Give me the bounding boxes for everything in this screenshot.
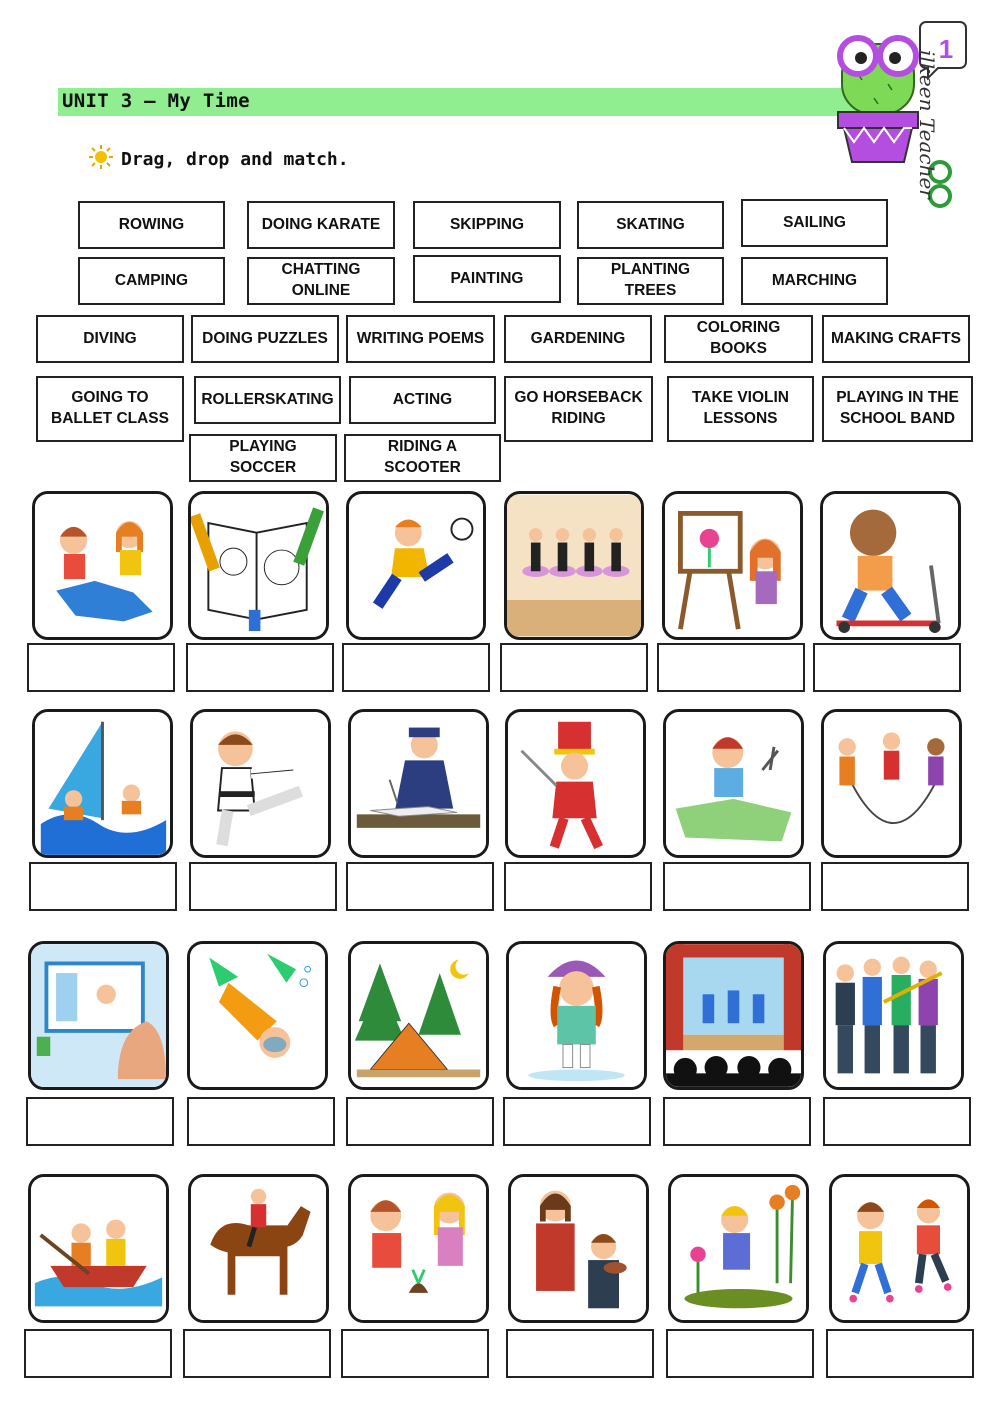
page-number: 1: [938, 34, 954, 64]
word-card-playing-soccer[interactable]: PLAYING SOCCER: [189, 434, 337, 482]
word-card-coloring-books[interactable]: COLORING BOOKS: [664, 315, 813, 363]
scooter-boy-picture: [820, 491, 961, 640]
answer-box-14[interactable]: [187, 1097, 335, 1146]
answer-box-1[interactable]: [27, 643, 175, 692]
answer-box-19[interactable]: [24, 1329, 172, 1378]
word-card-rollerskating[interactable]: ROLLERSKATING: [194, 376, 341, 424]
word-card-diving[interactable]: DIVING: [36, 315, 184, 363]
answer-box-10[interactable]: [504, 862, 652, 911]
word-card-chatting-online[interactable]: CHATTING ONLINE: [247, 257, 395, 305]
answer-box-20[interactable]: [183, 1329, 331, 1378]
stage-acting-picture: [663, 941, 804, 1090]
word-card-skipping[interactable]: SKIPPING: [413, 201, 561, 249]
poet-writing-picture: [348, 709, 489, 858]
sailing-kids-picture: [32, 709, 173, 858]
soccer-player-picture: [346, 491, 486, 640]
word-card-making-crafts[interactable]: MAKING CRAFTS: [822, 315, 970, 363]
camping-tent-picture: [348, 941, 489, 1090]
diver-picture: [187, 941, 328, 1090]
crafts-girl-picture: [663, 709, 804, 858]
answer-box-7[interactable]: [29, 862, 177, 911]
answer-box-17[interactable]: [663, 1097, 811, 1146]
gardening-girl-picture: [668, 1174, 809, 1323]
word-card-doing-karate[interactable]: DOING KARATE: [247, 201, 395, 249]
rowing-boat-picture: [28, 1174, 169, 1323]
puzzle-kids-picture: [32, 491, 173, 640]
marching-boy-picture: [505, 709, 646, 858]
rollerskating-kids-picture: [829, 1174, 970, 1323]
horse-rider-picture: [188, 1174, 329, 1323]
answer-box-24[interactable]: [826, 1329, 974, 1378]
answer-box-21[interactable]: [341, 1329, 489, 1378]
word-card-doing-puzzles[interactable]: DOING PUZZLES: [191, 315, 339, 363]
violin-lesson-picture: [508, 1174, 649, 1323]
word-card-going-to-ballet-class[interactable]: GOING TO BALLET CLASS: [36, 376, 184, 442]
word-card-skating[interactable]: SKATING: [577, 201, 724, 249]
school-band-picture: [823, 941, 964, 1090]
coloring-book-picture: [188, 491, 329, 640]
word-card-writing-poems[interactable]: WRITING POEMS: [346, 315, 495, 363]
ballet-class-picture: [504, 491, 644, 640]
word-card-go-horseback-riding[interactable]: GO HORSEBACK RIDING: [504, 376, 653, 442]
word-card-planting-trees[interactable]: PLANTING TREES: [577, 257, 724, 305]
answer-box-6[interactable]: [813, 643, 961, 692]
word-card-gardening[interactable]: GARDENING: [504, 315, 652, 363]
word-card-riding-a-scooter[interactable]: RIDING A SCOOTER: [344, 434, 501, 482]
answer-box-15[interactable]: [346, 1097, 494, 1146]
word-card-painting[interactable]: PAINTING: [413, 255, 561, 303]
word-card-camping[interactable]: CAMPING: [78, 257, 225, 305]
answer-box-11[interactable]: [663, 862, 811, 911]
word-card-rowing[interactable]: ROWING: [78, 201, 225, 249]
answer-box-5[interactable]: [657, 643, 805, 692]
word-card-acting[interactable]: ACTING: [349, 376, 496, 424]
answer-box-18[interactable]: [823, 1097, 971, 1146]
karate-boy-picture: [190, 709, 331, 858]
sun-icon: [88, 144, 114, 170]
skipping-rope-picture: [821, 709, 962, 858]
skating-girl-picture: [506, 941, 647, 1090]
answer-box-8[interactable]: [189, 862, 337, 911]
answer-box-13[interactable]: [26, 1097, 174, 1146]
answer-box-12[interactable]: [821, 862, 969, 911]
word-card-playing-in-the-school-band[interactable]: PLAYING IN THE SCHOOL BAND: [822, 376, 973, 442]
answer-box-3[interactable]: [342, 643, 490, 692]
painting-girl-picture: [662, 491, 803, 640]
planting-trees-picture: [348, 1174, 489, 1323]
brand-text: ilkeen Teacher: [915, 50, 939, 199]
chatting-online-picture: [28, 941, 169, 1090]
answer-box-23[interactable]: [666, 1329, 814, 1378]
word-card-take-violin-lessons[interactable]: TAKE VIOLIN LESSONS: [667, 376, 814, 442]
answer-box-2[interactable]: [186, 643, 334, 692]
answer-box-4[interactable]: [500, 643, 648, 692]
instruction-text: Drag, drop and match.: [121, 149, 349, 170]
word-card-marching[interactable]: MARCHING: [741, 257, 888, 305]
answer-box-9[interactable]: [346, 862, 494, 911]
answer-box-16[interactable]: [503, 1097, 651, 1146]
unit-title: UNIT 3 – My Time: [62, 90, 250, 112]
answer-box-22[interactable]: [506, 1329, 654, 1378]
word-card-sailing[interactable]: SAILING: [741, 199, 888, 247]
